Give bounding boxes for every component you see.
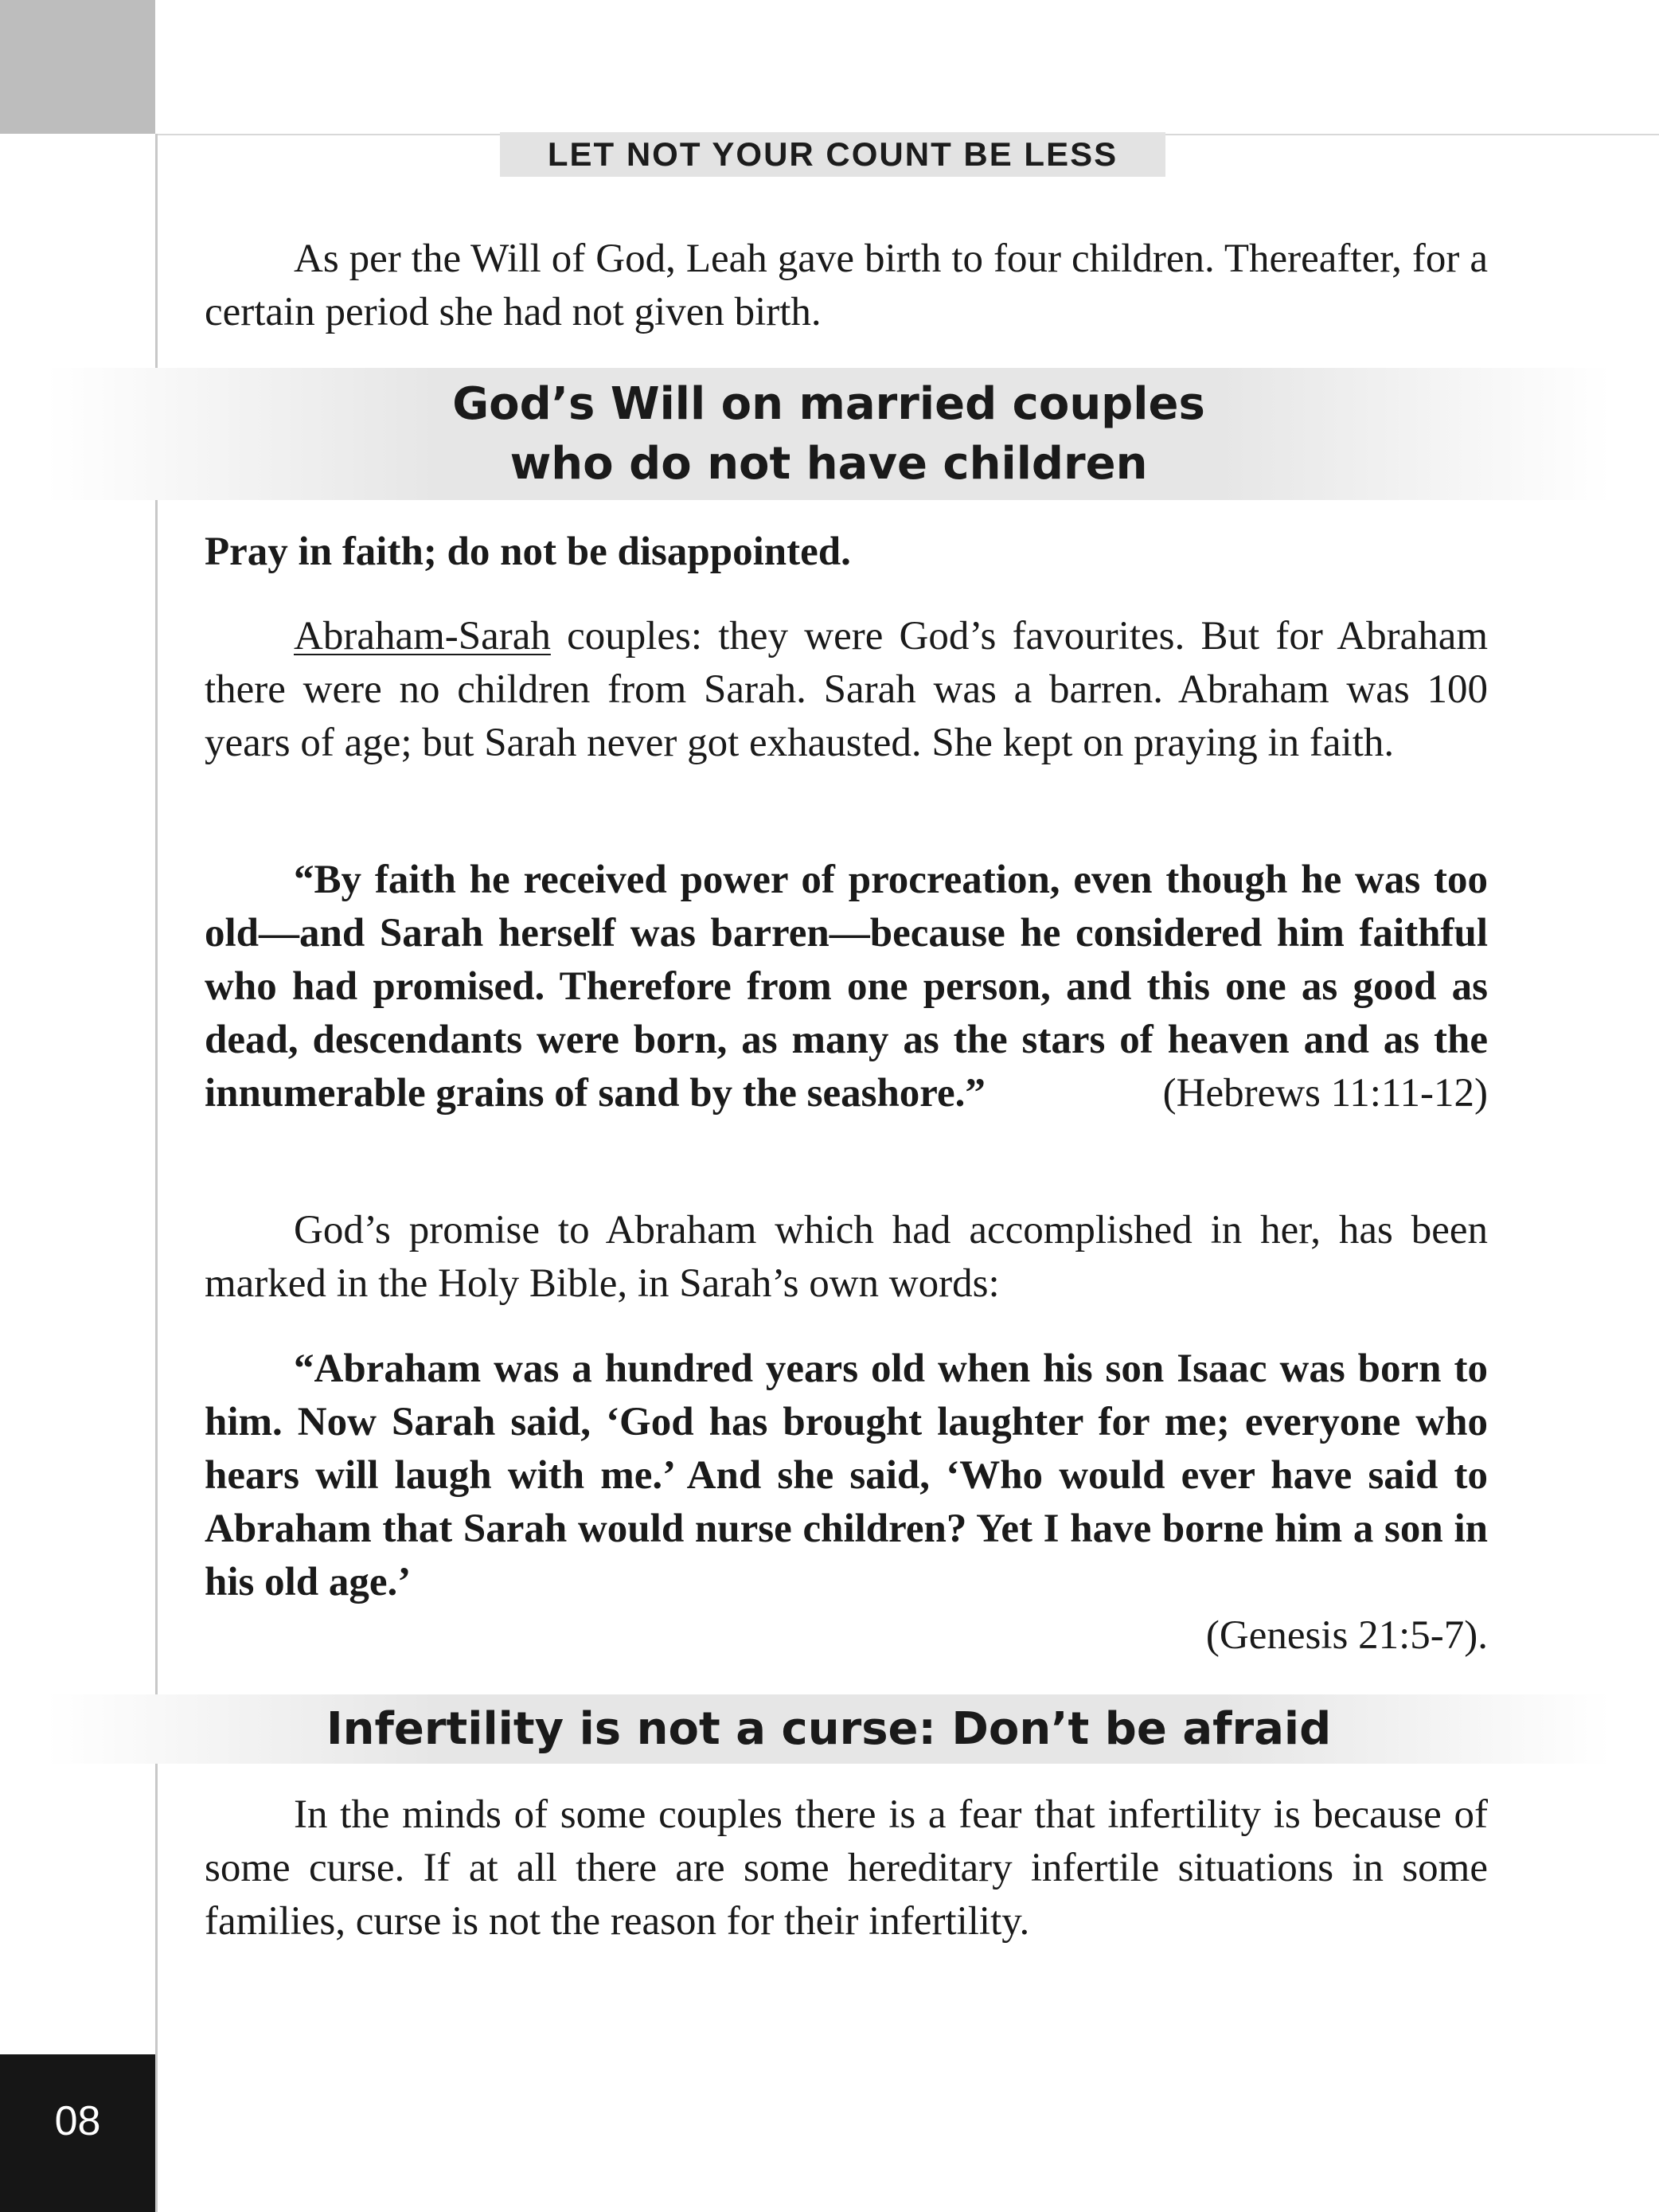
underlined-term: Abraham-Sarah bbox=[294, 614, 551, 659]
intro-paragraph: As per the Will of God, Leah gave birth to four children. Thereafter, for a certain period she had not given birth. bbox=[205, 236, 1488, 334]
section-heading-line-1: God’s Will on married couples bbox=[452, 378, 1205, 430]
corner-tab bbox=[0, 0, 155, 134]
section-heading-banner bbox=[46, 368, 1611, 500]
paragraph-text: couples: they were God’s favourites. But for Abraham there were no children from Sarah. Sarah was a barren. Abraham was 100 years of age; but Sarah never got exhausted. She kept on praying in faith. bbox=[205, 614, 1488, 765]
hebrews-quote bbox=[205, 854, 1488, 1120]
section-heading-banner bbox=[46, 1694, 1611, 1764]
page-number: 08 bbox=[0, 2054, 155, 2212]
subheading: Pray in faith; do not be disappointed. bbox=[205, 530, 851, 574]
quote-text: “By faith he received power of procreation, even though he was too old—and Sarah herself was barren—because he considered him faithful who had promised. Therefore from one person, and this one as good as dead, descendants were born, as many as the stars of heaven and as the innumerable grains of sand by the seashore.” bbox=[205, 858, 1488, 1116]
quote-text: “Abraham was a hundred years old when his son Isaac was born to him. Now Sarah said, ‘God has brought laughter for me; everyone who hears will laugh with me.’ And she said, ‘Who would ever have said to Abraham that Sarah would nurse children? Yet I have borne him a son in his old age.’ bbox=[205, 1346, 1488, 1604]
infertility-paragraph: In the minds of some couples there is a fear that infertility is because of some curse. If at all there are some hereditary infertile situations in some families, curse is not the reason for their infertility. bbox=[205, 1792, 1488, 1944]
section-heading: Infertility is not a curse: Don’t be afraid bbox=[326, 1703, 1332, 1755]
scripture-reference: (Genesis 21:5-7). bbox=[1205, 1613, 1488, 1658]
section-heading-line-2: who do not have children bbox=[509, 438, 1148, 490]
running-head: LET NOT YOUR COUNT BE LESS bbox=[500, 132, 1165, 177]
promise-paragraph: God’s promise to Abraham which had accomplished in her, has been marked in the Holy Bible, in Sarah’s own words: bbox=[205, 1208, 1488, 1306]
scripture-reference: (Hebrews 11:11-12) bbox=[1162, 1071, 1488, 1116]
abraham-sarah-paragraph bbox=[205, 610, 1488, 770]
genesis-quote bbox=[205, 1342, 1488, 1663]
